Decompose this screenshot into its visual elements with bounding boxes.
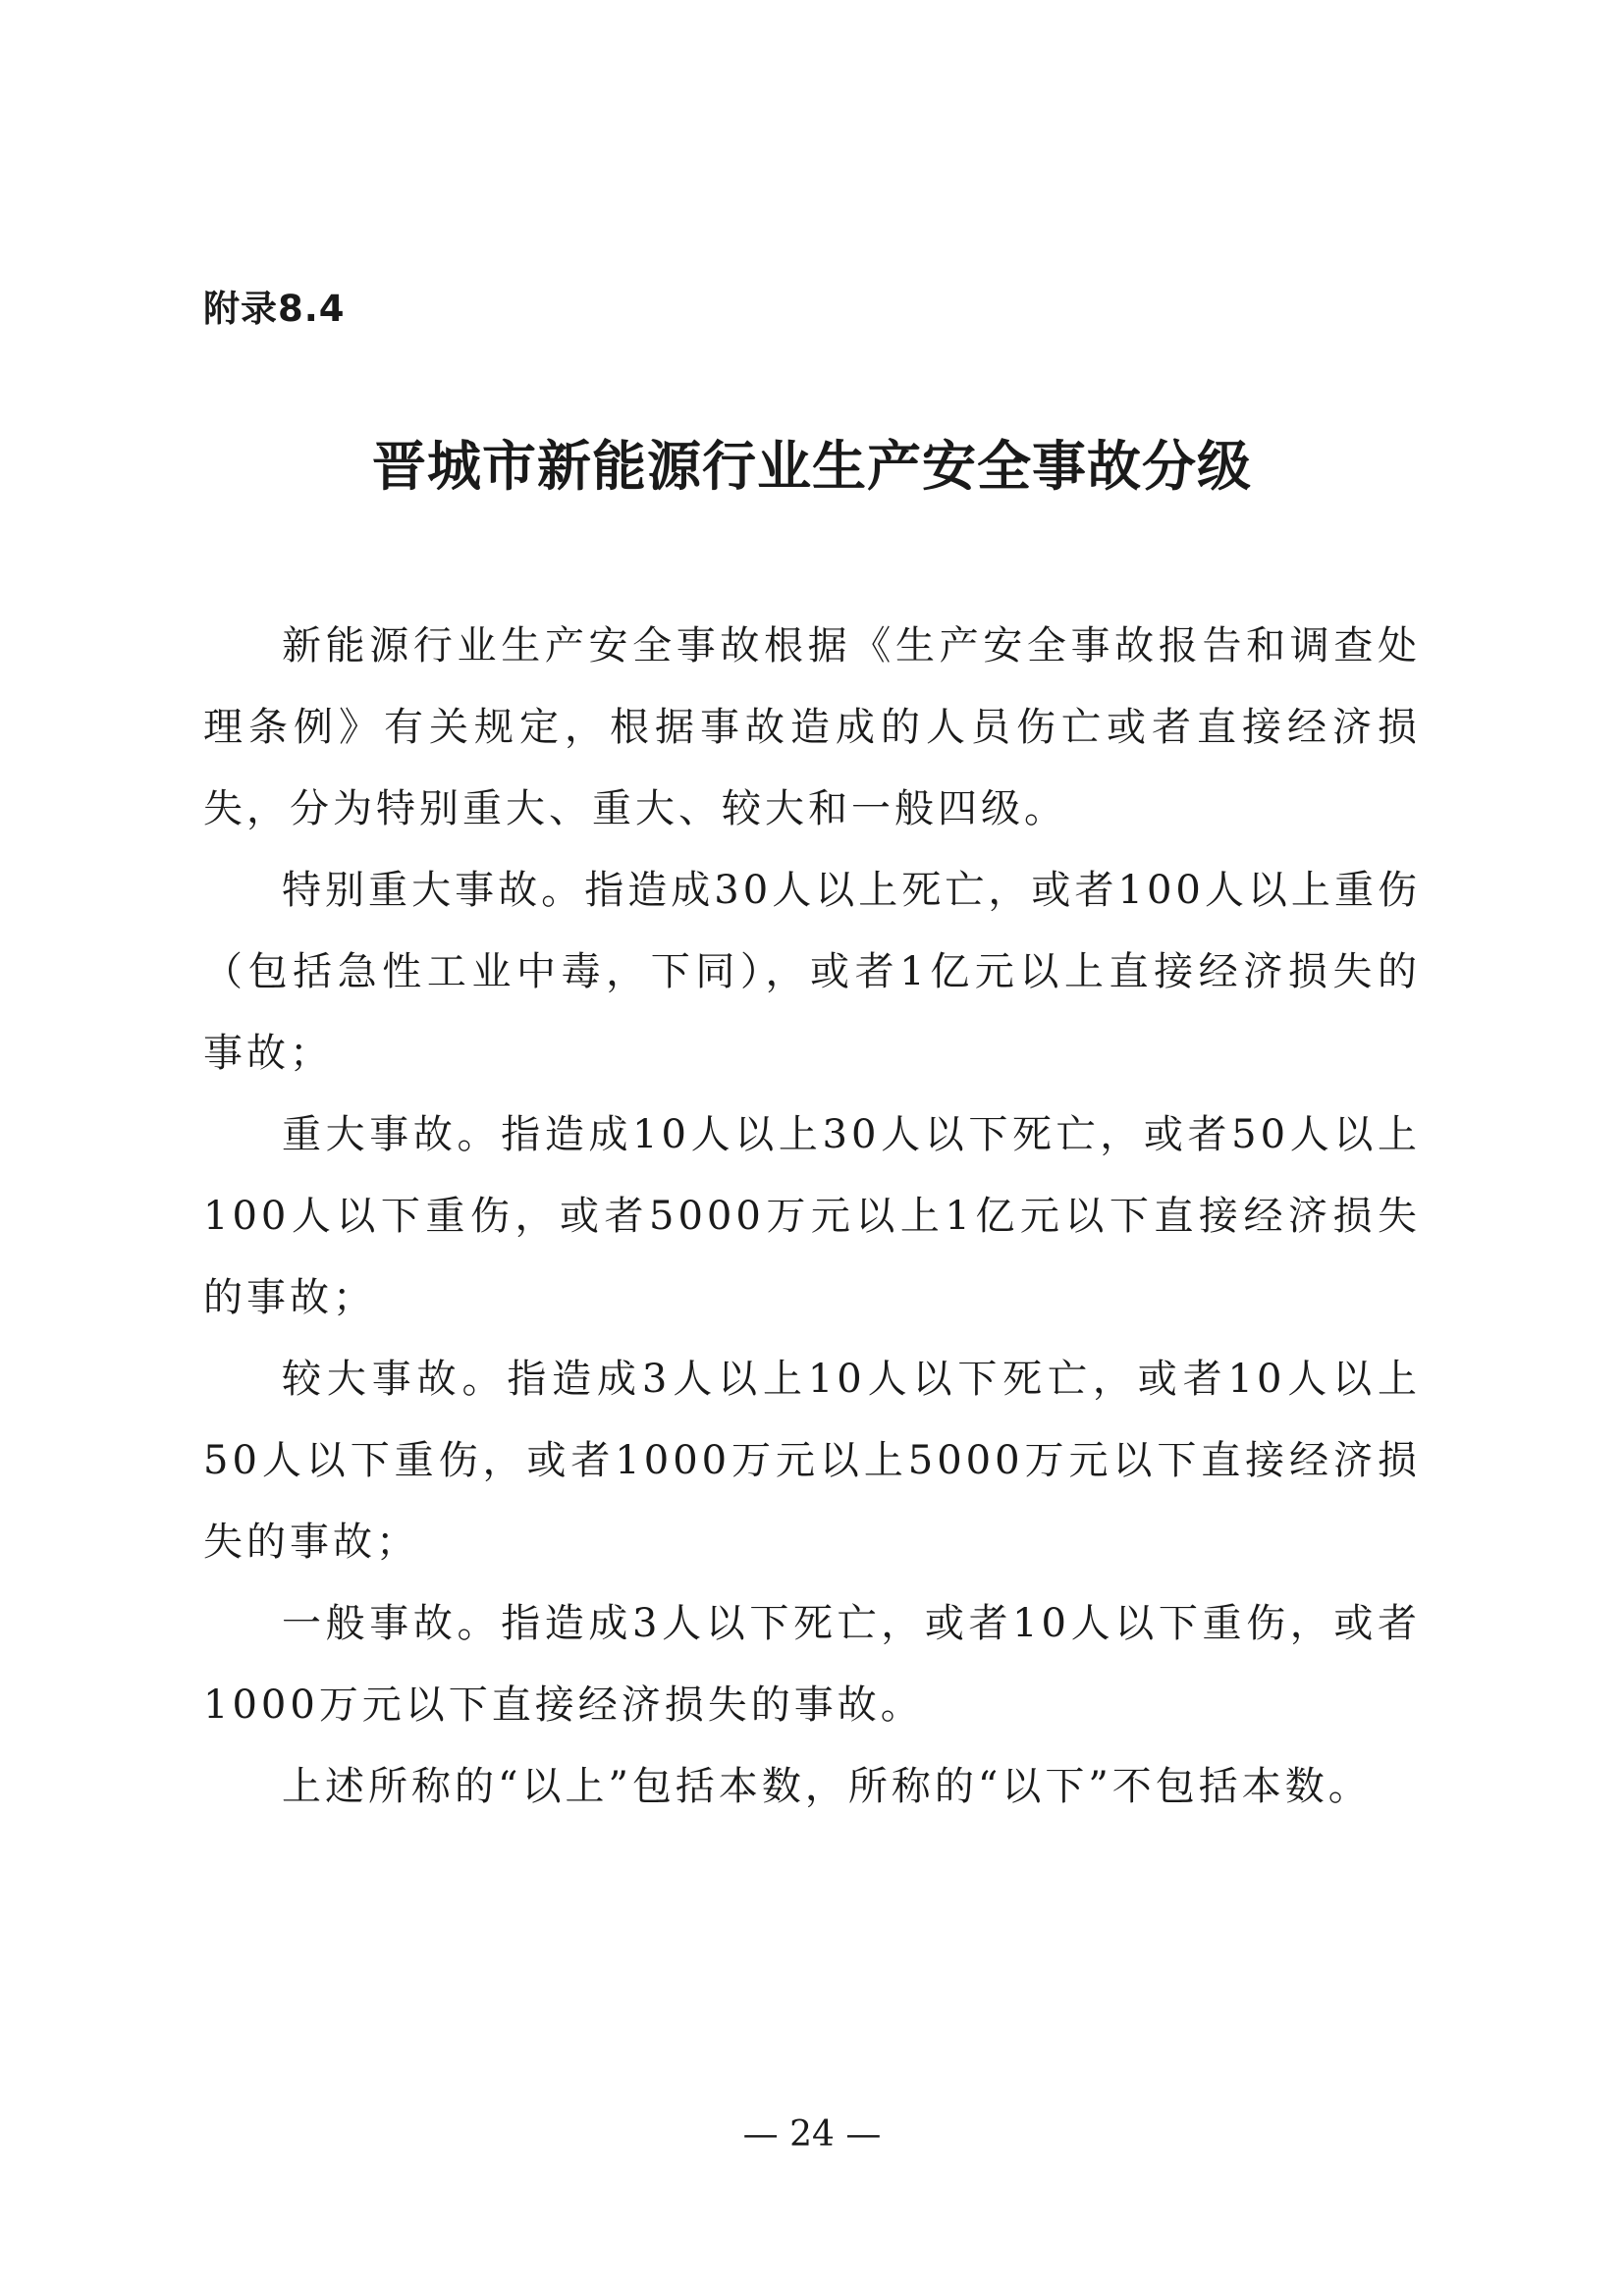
- document-title: 晋城市新能源行业生产安全事故分级: [371, 434, 1252, 498]
- definition-note-paragraph: 上述所称的“以上”包括本数，所称的“以下”不包括本数。: [282, 1764, 1372, 1809]
- intro-paragraph: 新能源行业生产安全事故根据《生产安全事故报告和调查处理条例》有关规定，根据事故造成的人员伤亡或者直接经济损失，分为特别重大、重大、较大和一般四级。: [203, 623, 1421, 831]
- relatively-major-accident-paragraph: 较大事故。指造成3人以上10人以下死亡，或者10人以上50人以下重伤，或者1000万元以上5000万元以下直接经济损失的事故；: [203, 1357, 1421, 1565]
- document-body: [203, 606, 1421, 1828]
- appendix-label: 附录8.4: [203, 288, 346, 330]
- major-accident-paragraph: 重大事故。指造成10人以上30人以下死亡，或者50人以上100人以下重伤，或者5000万元以上1亿元以下直接经济损失的事故；: [203, 1112, 1421, 1320]
- general-accident-paragraph: 一般事故。指造成3人以下死亡，或者10人以下重伤，或者1000万元以下直接经济损失的事故。: [203, 1601, 1421, 1728]
- page-number: — 24 —: [742, 2114, 882, 2155]
- especially-major-accident-paragraph: 特别重大事故。指造成30人以上死亡，或者100人以上重伤（包括急性工业中毒，下同），或者1亿元以上直接经济损失的事故；: [203, 868, 1421, 1076]
